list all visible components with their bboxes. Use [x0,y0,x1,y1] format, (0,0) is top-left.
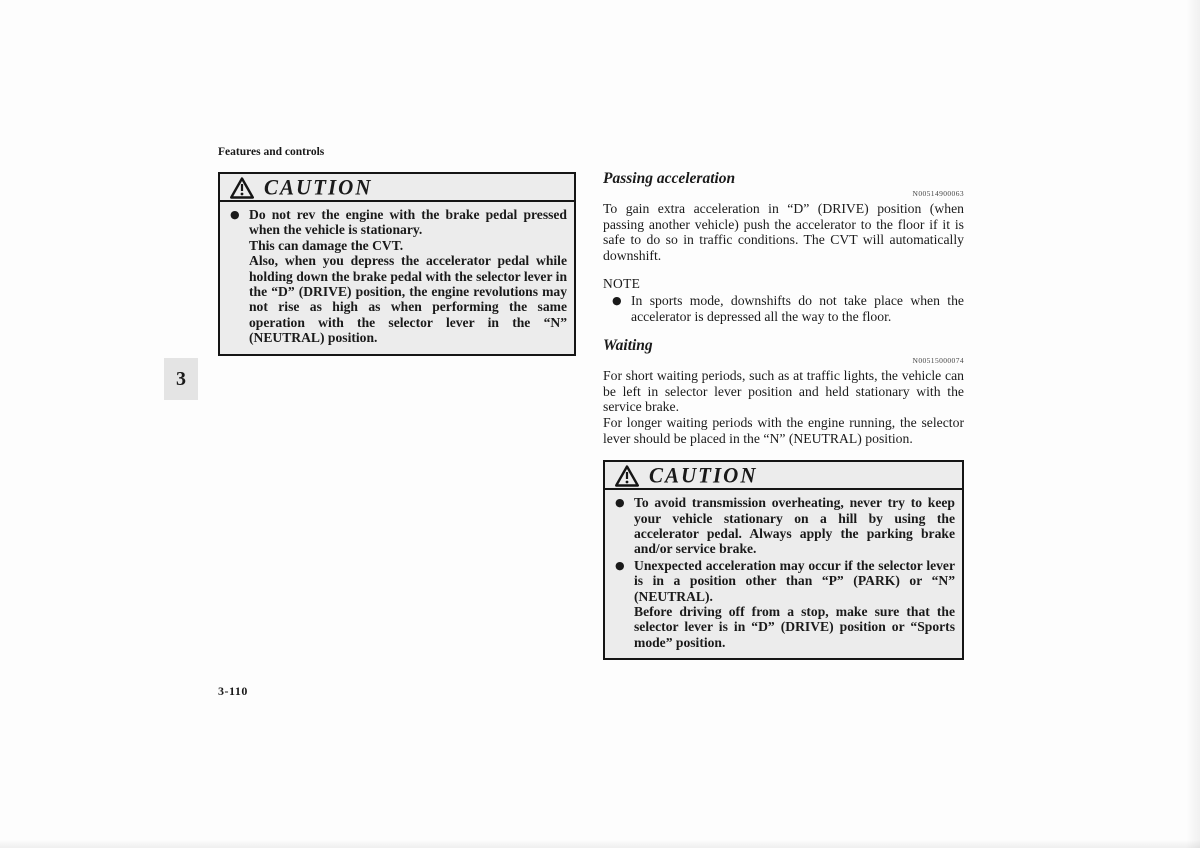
bullet-icon: ● [615,558,625,572]
caution-paragraph: Do not rev the engine with the brake pedal pressed when the vehicle is stationary. [249,207,567,238]
caution-header [605,462,962,490]
warning-triangle-icon [230,177,254,199]
caution-bullet-text [634,558,955,650]
caution-bullet-item [615,495,955,557]
reference-code: N00514900063 [912,189,964,198]
caution-paragraph: Before driving off from a stop, make sure that the selector lever is in “D” (DRIVE) position or “Sports mode” position. [634,604,955,650]
caution-header [220,174,574,202]
passing-body-paragraph: To gain extra acceleration in “D” (DRIVE) position (when passing another vehicle) push the accelerator to the floor if it is safe to do so in traffic conditions. The CVT will automatically downshift. [603,201,964,263]
note-block [603,276,964,324]
note-label: NOTE [603,276,641,292]
bullet-icon: ● [230,208,240,221]
caution-bullet-item [615,558,955,650]
caution-box-right [603,460,964,660]
scan-edge-shading [1186,0,1200,848]
note-item [603,293,964,324]
caution-bullet-text [249,207,567,346]
section-heading-passing-acceleration: Passing acceleration [603,170,736,187]
caution-paragraph: Also, when you depress the accelerator pedal while holding down the brake pedal with the selector lever in the “D” (DRIVE) position, the engine revolutions may not rise as high as when performing the same operation with the selector lever in the “N” (NEUTRAL) position. [249,253,567,346]
left-column [218,172,576,356]
reference-code: N00515000074 [912,356,964,366]
caution-title: CAUTION [649,462,758,488]
caution-body [605,490,962,658]
caution-box-left [218,172,576,356]
scan-edge-shading [0,840,1200,848]
waiting-paragraph: For short waiting periods, such as at traffic lights, the vehicle can be left in selector lever position and held stationary with the service brake. [603,368,964,415]
waiting-paragraph: For longer waiting periods with the engine running, the selector lever should be placed in the “N” (NEUTRAL) position. [603,414,964,446]
page-number: 3-110 [218,684,248,698]
caution-bullet-item [230,207,567,346]
warning-triangle-icon [615,465,639,487]
caution-paragraph: This can damage the CVT. [249,237,404,253]
caution-body [220,202,574,354]
note-text: In sports mode, downshifts do not take place when the accelerator is depressed all the way to the floor. [631,293,964,324]
bullet-icon: ● [615,496,625,510]
chapter-tab: 3 [164,358,198,400]
section-heading-waiting: Waiting [603,337,653,355]
caution-bullet-text [634,495,955,557]
caution-paragraph: Unexpected acceleration may occur if the selector lever is in a position other than “P” (PARK) or “N” (NEUTRAL). [634,557,955,604]
right-column [603,170,964,660]
caution-paragraph: To avoid transmission overheating, never try to keep your vehicle stationary on a hill by using the accelerator pedal. Always apply the parking brake and/or service brake. [634,495,955,557]
running-header: Features and controls [218,146,325,158]
bullet-icon: ● [612,294,622,308]
caution-title: CAUTION [264,174,373,200]
